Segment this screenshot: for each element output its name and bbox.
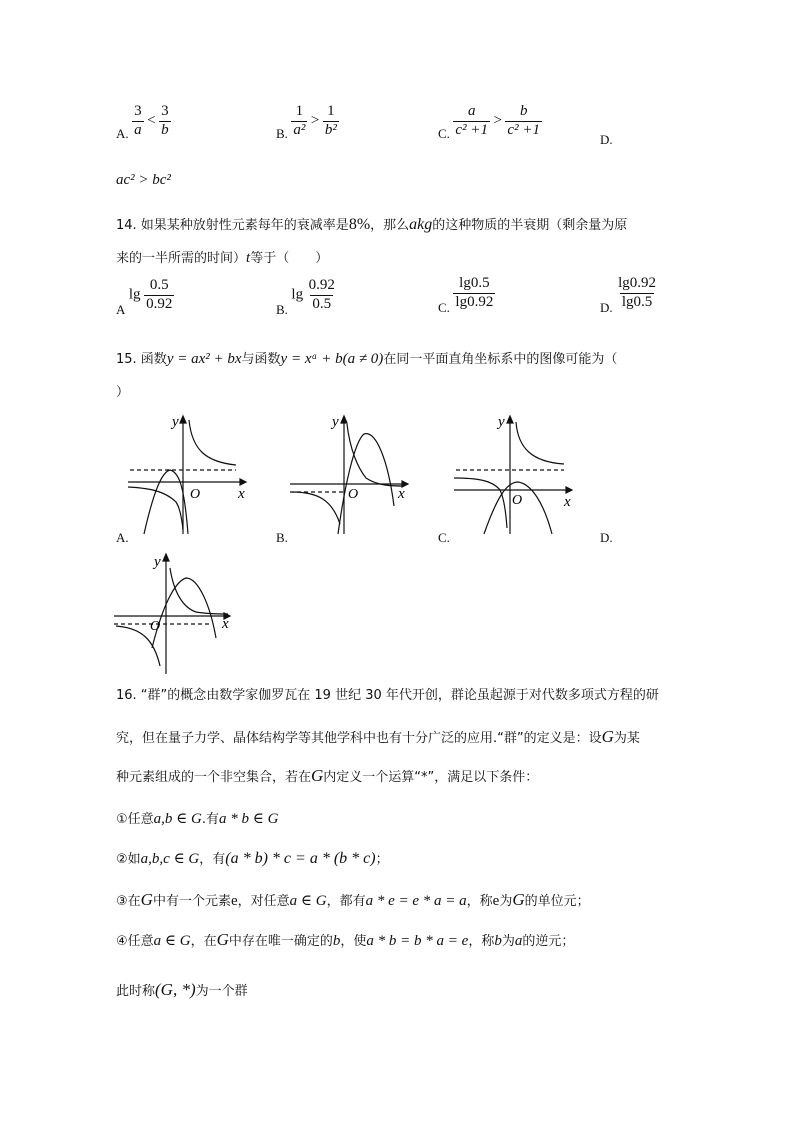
- option-label: C.: [438, 300, 450, 316]
- q13-option-d: ac² > bc²: [116, 172, 171, 188]
- q13-option-c: C. $\frac{a}{\text{c² +1}}$ > $\frac{b}{\text{c² +1}}$: [438, 103, 540, 142]
- fraction: $\frac{\lg 0.92}{\lg 0.5}$: [618, 275, 657, 310]
- axis-x-label: x: [238, 486, 245, 502]
- q16-para-line2: 究，但在量子力学、晶体结构学等其他学科中也有十分广泛的应用.“群”的定义是：设G为某: [116, 727, 640, 746]
- q16-conclusion: 此时称(G, *)为一个群: [116, 980, 248, 999]
- option-label: D.: [600, 530, 613, 545]
- axis-x-label: x: [398, 486, 405, 502]
- option-label: A.: [116, 126, 129, 142]
- option-label: B.: [276, 126, 288, 142]
- q13-option-b: B. $\frac{1}{\text{a²}}$ > $\frac{1}{\text{b²}}$: [276, 103, 337, 142]
- axis-x-label: x: [222, 616, 229, 632]
- q14-option-b: B. lg $\frac{0.92}{0.5}$: [276, 277, 335, 318]
- q14-option-d: [600, 275, 658, 316]
- q16-para-line1: 16. “群”的概念由数学家伽罗瓦在 19 世纪 30 年代开创，群论虽起源于对代数多项式方程的研: [116, 688, 659, 703]
- axis-y-label: y: [154, 554, 161, 570]
- option-label: A: [116, 302, 126, 318]
- fraction: $\frac{1}{\text{b²}}$: [324, 103, 337, 138]
- q15-stem: 15. 函数y = ax² + bx与函数y = xᵃ + b(a ≠ 0)在同一平面直角坐标系中的图像可能为（: [116, 351, 618, 367]
- q16-condition-2: ②如a,b,c ∈ G，有(a * b) * c = a * (b * c)；: [116, 850, 389, 867]
- q16-para-line3: 种元素组成的一个非空集合，若在G内定义一个运算“*”，满足以下条件：: [116, 766, 539, 785]
- fraction: $\frac{3}{b}$: [161, 103, 169, 138]
- option-label: B.: [276, 302, 288, 318]
- axis-y-label: y: [498, 414, 505, 430]
- q14-stem-line2: 来的一半所需的时间）t等于（ ）: [116, 250, 329, 266]
- axis-y-label: y: [332, 414, 339, 430]
- graph-b: [288, 410, 412, 536]
- q13-option-d-label: D.: [600, 132, 613, 147]
- fraction: $\frac{\lg 0.5}{\lg 0.92}$: [455, 275, 494, 310]
- option-label: C.: [438, 126, 450, 142]
- q13-option-a: A. $\frac{3}{a}$ < $\frac{3}{b}$: [116, 103, 169, 142]
- q16-condition-4: ④任意a ∈ G，在G中存在唯一确定的b，使a * b = b * a = e，称b为a的逆元；: [116, 930, 575, 949]
- option-label: D.: [600, 300, 613, 316]
- fraction: $\frac{0.5}{0.92}$: [146, 277, 173, 312]
- axis-x-label: x: [564, 494, 571, 510]
- q16-condition-3: ③在G中有一个元素e，对任意a ∈ G，都有a * e = e * a = a，称e为G的单位元；: [116, 890, 590, 909]
- origin-label: O: [190, 487, 201, 502]
- option-label: B.: [276, 530, 288, 545]
- q14-option-c: [438, 275, 495, 316]
- graph-c: [452, 410, 576, 536]
- origin-label: O: [512, 493, 523, 508]
- origin-label: O: [348, 487, 359, 502]
- fraction: $\frac{1}{\text{a²}}$: [293, 103, 306, 138]
- option-label: A.: [116, 530, 129, 545]
- fraction: $\frac{a}{\text{c² +1}}$: [455, 103, 488, 138]
- graph-d: [112, 548, 236, 676]
- q16-condition-1: ①任意a,b ∈ G.有a * b ∈ G: [116, 811, 279, 827]
- fraction: $\frac{3}{a}$: [134, 103, 142, 138]
- q14-option-a: A lg $\frac{0.5}{0.92}$: [116, 277, 173, 318]
- option-label: C.: [438, 530, 450, 545]
- fraction: $\frac{0.92}{0.5}$: [308, 277, 335, 312]
- q15-stem-close: ）: [116, 385, 130, 400]
- axis-y-label: y: [172, 414, 179, 430]
- fraction: $\frac{b}{\text{c² +1}}$: [507, 103, 540, 138]
- origin-label: O: [150, 619, 161, 634]
- q14-stem-line1: 14. 如果某种放射性元素每年的衰减率是8%，那么akg的这种物质的半衰期（剩余量为原: [116, 216, 628, 233]
- graph-a: [126, 410, 250, 536]
